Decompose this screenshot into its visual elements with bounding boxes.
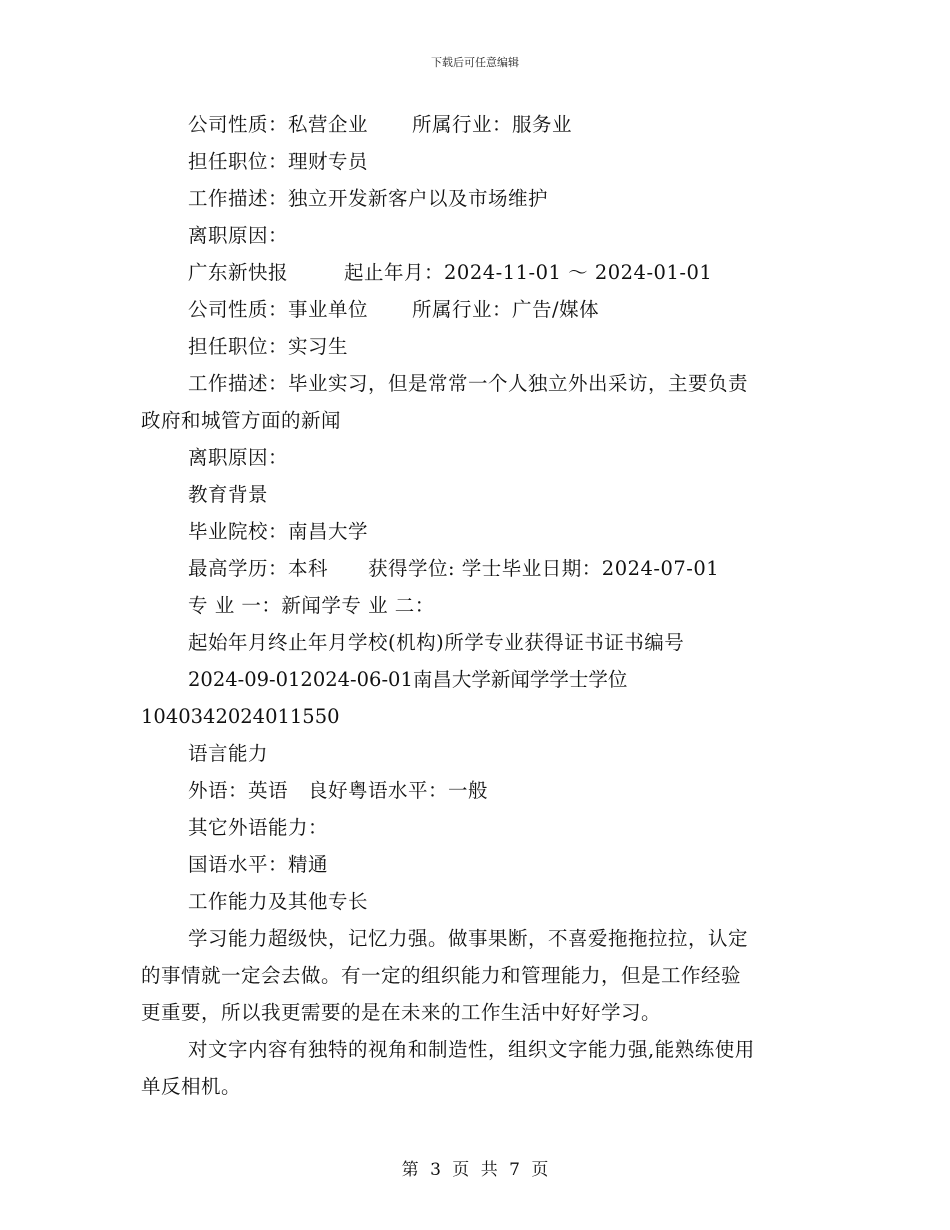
- job-description-line: 工作描述：独立开发新客户以及市场维护: [188, 187, 549, 210]
- employer-line: [188, 254, 712, 291]
- skills-paragraph-line: 的事情就一定会去做。有一定的组织能力和管理能力，但是工作经验: [141, 964, 742, 987]
- skills-paragraph-line: 更重要，所以我更需要的是在未来的工作生活中好好学习。: [141, 1001, 662, 1024]
- industry: 所属行业：广告/媒体: [412, 298, 600, 321]
- position-line: 担任职位：实习生: [188, 335, 349, 358]
- highest-education: 最高学历：本科: [188, 557, 329, 580]
- foreign-language-line: 外语：英语 良好粤语水平：一般: [188, 779, 489, 802]
- employer-name: 广东新快报: [188, 261, 289, 284]
- school-line: 毕业院校：南昌大学: [188, 520, 369, 543]
- section-heading-language: 语言能力: [188, 742, 269, 765]
- job-description-continued: 政府和城管方面的新闻: [141, 409, 342, 432]
- skills-paragraph-line: 单反相机。: [141, 1075, 242, 1098]
- major-line: 专 业 一：新闻学专 业 二：: [188, 594, 435, 617]
- leave-reason-line: 离职原因：: [188, 224, 289, 247]
- skills-paragraph-line: 对文字内容有独特的视角和制造性，组织文字能力强,能熟练使用: [188, 1038, 755, 1061]
- mandarin-line: 国语水平：精通: [188, 853, 329, 876]
- company-type-line: [188, 106, 572, 143]
- company-type: 公司性质：私营企业: [188, 113, 369, 136]
- leave-reason-line: 离职原因：: [188, 446, 289, 469]
- other-language-line: 其它外语能力：: [188, 816, 329, 839]
- position-line: 担任职位：理财专员: [188, 150, 369, 173]
- employment-period: 起止年月：2024-11-01 ～ 2024-01-01: [344, 261, 713, 284]
- degree-line: [188, 550, 719, 587]
- section-heading-skills: 工作能力及其他专长: [188, 890, 369, 913]
- degree-and-graduation: 获得学位: 学士毕业日期：2024-07-01: [368, 557, 720, 580]
- company-type-line: [188, 291, 599, 328]
- certificate-number: 1040342024011550: [141, 705, 340, 728]
- company-type: 公司性质：事业单位: [188, 298, 369, 321]
- page-number: 第 3 页 共 7 页: [401, 1160, 549, 1180]
- job-description-line: 工作描述：毕业实习，但是常常一个人独立外出采访，主要负责: [188, 372, 749, 395]
- education-table-header: 起始年月终止年月学校(机构)所学专业获得证书证书编号: [188, 631, 685, 654]
- skills-paragraph-line: 学习能力超级快，记忆力强。做事果断，不喜爱拖拖拉拉，认定: [188, 927, 749, 950]
- education-record: 2024-09-012024-06-01南昌大学新闻学学士学位: [188, 668, 628, 691]
- section-heading-education: 教育背景: [188, 483, 269, 506]
- industry: 所属行业：服务业: [412, 113, 573, 136]
- page-header: 下载后可任意编辑: [431, 56, 519, 69]
